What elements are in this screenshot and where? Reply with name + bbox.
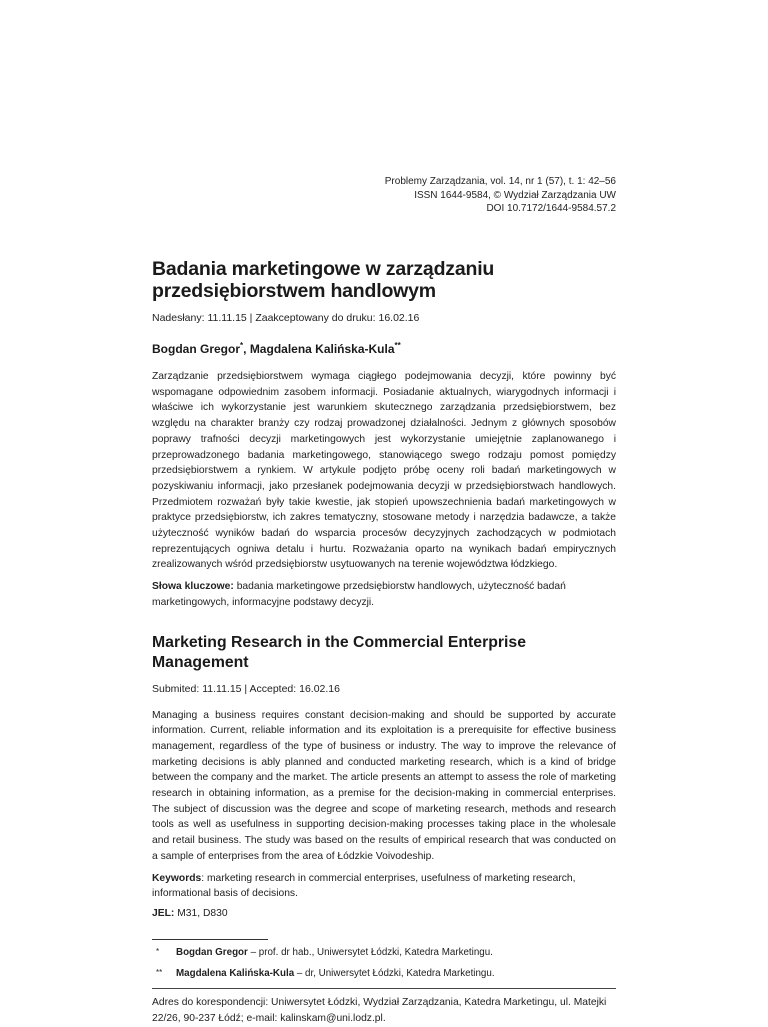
footnote-divider: [152, 939, 268, 940]
footnote-mark: *: [156, 946, 160, 956]
keywords-label: Keywords: [152, 872, 202, 884]
author-list: [152, 342, 616, 356]
journal-citation: Problemy Zarządzania, vol. 14, nr 1 (57), t. 1: 42–56: [384, 176, 616, 187]
footnote-mark: **: [156, 967, 163, 977]
footnote-author-name: Magdalena Kalińska-Kula: [176, 967, 295, 979]
footnote-author-2: [152, 967, 616, 980]
footnote-text: – prof. dr hab., Uniwersytet Łódzki, Katedra Marketingu.: [247, 946, 493, 958]
author-name: Magdalena Kalińska-Kula: [249, 342, 395, 356]
correspondence-divider: [152, 988, 616, 989]
keywords-english: [152, 871, 616, 902]
keywords-label: Słowa kluczowe:: [152, 581, 234, 593]
submission-dates-polish: Nadesłany: 11.11.15 | Zaakceptowany do druku: 16.02.16: [152, 312, 420, 324]
author-name: Bogdan Gregor: [152, 342, 241, 356]
journal-issn: ISSN 1644-9584, © Wydział Zarządzania UW: [414, 189, 616, 201]
journal-info: [385, 175, 616, 216]
submission-dates-english: Submited: 11.11.15 | Accepted: 16.02.16: [152, 682, 340, 695]
article-title-polish: Badania marketingowe w zarządzaniu przedsiębiorstwem handlowym: [152, 258, 495, 302]
jel-codes: [152, 908, 616, 919]
jel-text: M31, D830: [174, 907, 228, 919]
footnote-text: – dr, Uniwersytet Łódzki, Katedra Marketingu.: [294, 967, 495, 979]
author-footnote-mark: *: [240, 341, 244, 350]
abstract-english: Managing a business requires constant decision-making and should be supported by accurate information. Current, reliable information and its exploitation is a prerequisite for effective business management, regardless of the type of business or industry. The way to improve the relevance of marketing decisions is ably planned and conducted marketing research, which is a kind of bridge between the company and the market. The article presents an attempt to assess the role of marketing research in obtaining information, as a premise for the decision-making in commercial enterprises. The subject of discussion was the degree and scope of marketing research, methods and research tools as well as usefulness in supporting decision-making processes taking place in the wholesale and retail business. The study was based on the results of empirical research that was conducted on a sample of enterprises from the area of Łódzkie Voivodeship.: [152, 709, 616, 862]
correspondence-address: Adres do korespondencji: Uniwersytet Łódzki, Wydział Zarządzania, Katedra Marketingu, ul. Matejki 22/26, 90-237 Łódź; e-mail: kalinskam@uni.lodz.pl.: [152, 996, 607, 1024]
abstract-polish: Zarządzanie przedsiębiorstwem wymaga ciągłego podejmowania decyzji, które powinny być wspomagane odpowiednim zasobem informacji. Posiadanie aktualnych, wiarygodnych informacji i właściwe ich wykorzystanie jest warunkiem skutecznego zarządzania przedsiębiorstwem, bez względu na charakter branży czy rodzaj prowadzonej działalności. Jednym z głównych sposobów poprawy trafności decyzji marketingowych jest wykorzystanie umiejętnie zaplanowanego i przeprowadzonego badania marketingowego, stanowiącego swego rodzaju pomost pomiędzy przedsiębiorstwem a rynkiem. W artykule podjęto próbę oceny roli badań marketingowych w pozyskiwaniu informacji, jako przesłanek podejmowania decyzji w przedsiębiorstwach handlowych. Przedmiotem rozważań były takie kwestie, jak stopień upowszechnienia badań marketingowych w praktyce przedsiębiorstw, ich zakres tematyczny, stosowane metody i narzędzia badawcze, a także użyteczność wyników badań do wsparcia procesów decyzyjnych zachodzących w podmiotach reprezentujących ogniwa detalu i hurtu. Rozważania oparto na wynikach badań empirycznych zrealizowanych wśród przedsiębiorstw usytuowanych na terenie województwa łódzkiego.: [152, 371, 616, 571]
footnote-author-name: Bogdan Gregor: [176, 946, 248, 958]
article-title-english: Marketing Research in the Commercial Enterprise Management: [152, 633, 526, 671]
article-body: [152, 258, 616, 1027]
journal-doi: DOI 10.7172/1644-9584.57.2: [486, 203, 616, 214]
author-footnote-mark: **: [394, 341, 401, 350]
author-separator: ,: [243, 342, 250, 356]
jel-label: JEL:: [152, 907, 175, 919]
keywords-text: : marketing research in commercial enterprises, usefulness of marketing research, informational basis of decisions.: [152, 872, 576, 900]
footnote-author-1: [152, 946, 616, 959]
keywords-polish: [152, 579, 616, 610]
keywords-text: badania marketingowe przedsiębiorstw handlowych, użyteczność badań marketingowych, informacyjne podstawy decyzji.: [152, 581, 566, 608]
